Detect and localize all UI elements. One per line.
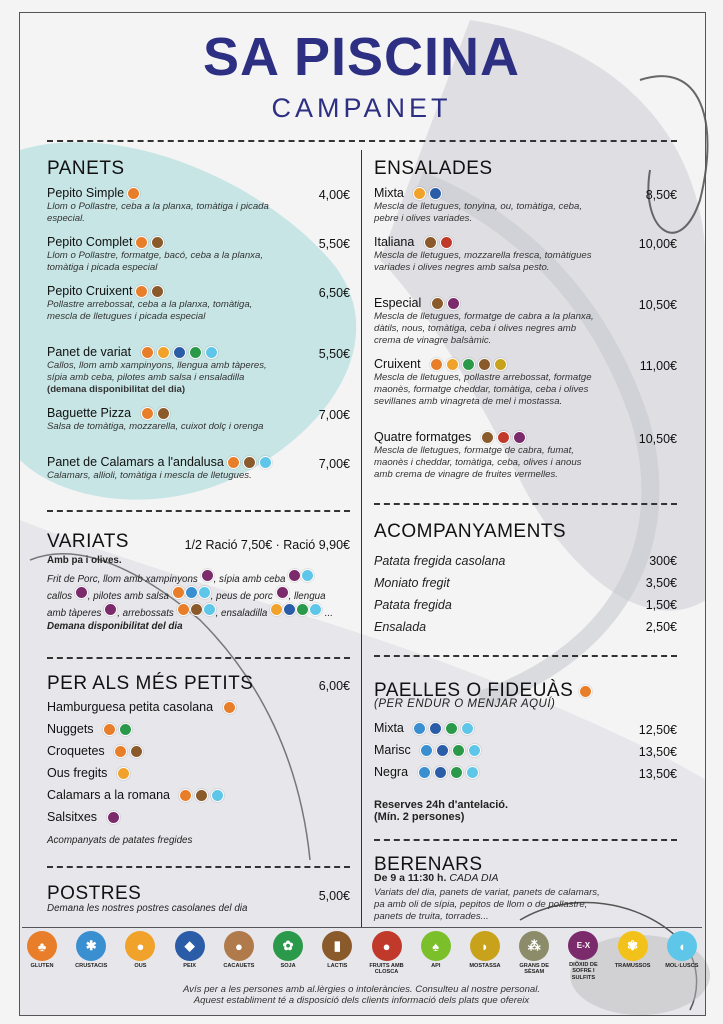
- menu-item: [47, 186, 279, 225]
- side-item-name: Patata fregida: [374, 598, 452, 612]
- menu-item: [374, 721, 474, 735]
- kids-note: Acompanyats de patates fregides: [47, 835, 193, 846]
- menu-item: [47, 788, 224, 802]
- item-name: Nuggets: [47, 722, 94, 736]
- sesame-icon: ⁂: [519, 931, 549, 961]
- fish-icon: [429, 722, 442, 735]
- item-name: Pepito Simple: [47, 186, 125, 200]
- allergen-legend-item: [120, 931, 160, 981]
- divider: [47, 140, 677, 142]
- milk-icon: [243, 456, 256, 469]
- egg-icon: [270, 603, 283, 616]
- mollusc-icon: [211, 789, 224, 802]
- gluten-icon: [430, 358, 443, 371]
- menu-item: [47, 235, 279, 274]
- soy-icon: [452, 744, 465, 757]
- item-price: 7,00€: [318, 408, 350, 422]
- reserves-note: Reserves 24h d'antelació.: [374, 799, 509, 811]
- mollusc-icon: [259, 456, 272, 469]
- allergen-label: GLUTEN: [30, 963, 54, 969]
- gluten-icon: [135, 236, 148, 249]
- mollusc-icon: [309, 603, 322, 616]
- crab-icon: [418, 766, 431, 779]
- item-description: Llom o Pollastre, ceba a la planxa, tomàtiga i picada especial.: [47, 201, 269, 225]
- lupin-icon: ✾: [618, 931, 648, 961]
- divider: [47, 866, 350, 868]
- item-description: Mescla de lletugues, pollastre arrebossat, formatge maonès, formatge cheddar, tomàtiga, ceba i olives sevillanes amb vinagreta de mel i mostassa.: [374, 372, 592, 408]
- sulfite-icon: [288, 569, 301, 582]
- gluten-icon: [223, 701, 236, 714]
- mollusc-icon: [468, 744, 481, 757]
- item-description: Mescla de lletugues, mozzarella fresca, tomàtigues variades i olives negres amb salsa pesto.: [374, 250, 592, 274]
- crab-icon: [185, 586, 198, 599]
- allergen-label: CACAUETS: [223, 963, 255, 969]
- item-name: Negra: [374, 765, 409, 779]
- peanut-icon: ●: [224, 931, 254, 961]
- side-item-price: 3,50€: [645, 576, 677, 590]
- item-price: 13,50€: [638, 745, 677, 759]
- allergen-label: API: [431, 963, 441, 969]
- milk-icon: [424, 236, 437, 249]
- menu-item: [47, 766, 130, 780]
- milk-icon: [481, 431, 494, 444]
- item-name: Hamburguesa petita casolana: [47, 700, 214, 714]
- sulfite-icon: [104, 603, 117, 616]
- allergen-label: TRAMUSSOS: [614, 963, 651, 969]
- item-price: 11,00€: [639, 359, 677, 373]
- gluten-icon: [141, 346, 154, 359]
- item-name: Pepito Cruixent: [47, 284, 133, 298]
- allergen-legend-item: [662, 931, 702, 981]
- item-name: Especial: [374, 296, 422, 310]
- variats-text: , sípia amb ceba: [213, 574, 286, 585]
- milk-icon: [195, 789, 208, 802]
- allergen-label: OUS: [134, 963, 147, 969]
- wheat-icon: ♣: [27, 931, 57, 961]
- variats-text: Frit de Porc, llom amb xampinyons: [47, 574, 198, 585]
- item-name: Mixta: [374, 186, 404, 200]
- item-name: Quatre formatges: [374, 430, 472, 444]
- sulfite-icon: E-X: [568, 931, 598, 960]
- menu-item: [47, 406, 279, 433]
- sulfite-icon: [513, 431, 526, 444]
- nut-icon: ●: [372, 931, 402, 961]
- divider: [374, 655, 677, 657]
- mollusc-icon: [203, 603, 216, 616]
- divider: [374, 503, 677, 505]
- item-name: Salsitxes: [47, 810, 98, 824]
- item-price: 7,00€: [318, 457, 350, 471]
- allergen-legend-item: [170, 931, 210, 981]
- fish-icon: ◆: [175, 931, 205, 961]
- item-price: 5,50€: [318, 237, 350, 251]
- fish-icon: [434, 766, 447, 779]
- column-divider: [361, 150, 362, 928]
- footer-info-notice: Aquest establiment té a disposició dels clients informació dels plats que ofereix: [193, 995, 530, 1006]
- allergen-label: CRUSTACIS: [75, 963, 108, 969]
- menu-item: [374, 765, 479, 779]
- allergen-label: DIÒXID DE SOFRE I SULFITS: [569, 961, 598, 981]
- allergen-legend-item: [367, 931, 407, 981]
- item-price: 13,50€: [638, 767, 677, 781]
- berenars-description: Variats del dia, panets de variat, panets de calamars, pa amb oli de sípia, pepitos de llom o de pollastre, panets de truita, torrades...: [374, 887, 600, 923]
- item-description: Llom o Pollastre, formatge, bacó, ceba a la planxa, tomàtiga i picada especial: [47, 250, 263, 274]
- sulfite-icon: [107, 811, 120, 824]
- variats-note: Demana disponibilitat del dia: [47, 621, 183, 632]
- celery-icon: ♠: [421, 931, 451, 961]
- item-description: Mescla de lletugues, formatge de cabra a la planxa, dàtils, nous, tomàtiga, ceba i olives negres amb crema de vinagre balsàmic.: [374, 311, 594, 347]
- restaurant-title: SA PISCINA: [202, 27, 521, 87]
- fish-icon: [283, 603, 296, 616]
- divider: [47, 510, 350, 512]
- variats-text: callos: [47, 591, 73, 602]
- item-price: 4,00€: [318, 188, 350, 202]
- gluten-icon: [141, 407, 154, 420]
- egg-icon: [157, 346, 170, 359]
- mollusc-icon: ◖: [667, 931, 697, 961]
- soy-icon: [189, 346, 202, 359]
- soy-icon: [296, 603, 309, 616]
- menu-item: [47, 722, 132, 736]
- item-name: Pepito Complet: [47, 235, 133, 249]
- fish-icon: [173, 346, 186, 359]
- item-price: 6,50€: [318, 286, 350, 300]
- variats-prices: 1/2 Ració 7,50€ · Ració 9,90€: [184, 538, 350, 552]
- item-name: Baguette Pizza: [47, 406, 132, 420]
- item-description: Salsa de tomàtiga, mozzarella, cuixot dolç i orenga: [47, 421, 264, 432]
- item-name: Calamars a la romana: [47, 788, 170, 802]
- sulfite-icon: [201, 569, 214, 582]
- menu-item: [374, 357, 596, 409]
- allergen-legend-item: [465, 931, 505, 981]
- variats-text: , pilotes amb salsa: [87, 591, 169, 602]
- nut-icon: [440, 236, 453, 249]
- menu-item: [47, 345, 279, 397]
- section-title-acompanyaments: ACOMPANYAMENTS: [374, 521, 567, 542]
- section-title-postres: POSTRES: [47, 883, 142, 904]
- menu-item: [47, 455, 295, 482]
- nut-icon: [497, 431, 510, 444]
- mollusc-icon: [205, 346, 218, 359]
- item-description: Callos, llom amb xampinyons, llengua amb tàperes, sípia amb ceba, pilotes amb salsa i ensaladilla: [47, 360, 267, 384]
- item-price: 10,50€: [638, 432, 677, 446]
- item-price: 5,50€: [318, 347, 350, 361]
- milk-icon: ▮: [322, 931, 352, 961]
- allergen-label: MOL·LUSCS: [665, 963, 699, 969]
- sulfite-icon: [75, 586, 88, 599]
- footer-allergy-notice: Avís per a les persones amb al.lèrgies o intoleràncies. Consulteu al nostre personal.: [182, 984, 541, 995]
- item-name: Panet de variat: [47, 345, 132, 359]
- allergen-legend-item: [514, 931, 554, 981]
- milk-icon: [130, 745, 143, 758]
- allergen-legend-item: [317, 931, 357, 981]
- milk-icon: [431, 297, 444, 310]
- item-description: Pollastre arrebossat, ceba a la planxa, tomàtiga, mescla de lletugues i picada especial: [47, 299, 253, 323]
- variats-text: , peus de porc: [210, 591, 273, 602]
- egg-icon: [446, 358, 459, 371]
- menu-item: [47, 700, 236, 714]
- item-price: 12,50€: [638, 723, 677, 737]
- item-name: Cruixent: [374, 357, 421, 371]
- paelles-title: PAELLES O FIDEUÀS: [374, 680, 574, 701]
- egg-icon: ●: [125, 931, 155, 961]
- menu-item: [47, 810, 120, 824]
- postres-note: Demana les nostres postres casolanes del dia: [47, 903, 248, 914]
- menu-item: [47, 744, 143, 758]
- side-item-price: 1,50€: [645, 598, 677, 612]
- milk-icon: [151, 236, 164, 249]
- section-title-kids: PER ALS MÉS PETITS: [47, 673, 254, 694]
- side-item-name: Moniato fregit: [374, 576, 450, 590]
- soy-icon: ✿: [273, 931, 303, 961]
- section-title-variats: VARIATS: [47, 531, 129, 552]
- item-price: 8,50€: [645, 188, 677, 202]
- mollusc-icon: [198, 586, 211, 599]
- section-title-panets: PANETS: [47, 158, 125, 179]
- mollusc-icon: [461, 722, 474, 735]
- variats-text: ...: [324, 608, 333, 619]
- reserves-min: (Mín. 2 persones): [374, 811, 465, 823]
- crab-icon: ✱: [76, 931, 106, 961]
- menu-item: [374, 235, 606, 274]
- gluten-icon: [172, 586, 185, 599]
- variats-description: [47, 569, 352, 620]
- section-title-berenars: BERENARS: [374, 854, 483, 875]
- variats-text: amb tàperes: [47, 608, 102, 619]
- menu-item: [47, 284, 279, 323]
- side-item-price: 300€: [649, 554, 677, 568]
- gluten-icon: [179, 789, 192, 802]
- gluten-icon: [103, 723, 116, 736]
- paelles-subtitle: (PER ENDUR O MENJAR AQUÍ): [374, 698, 556, 710]
- gluten-icon: [227, 456, 240, 469]
- variats-text: , ensaladilla: [215, 608, 268, 619]
- allergen-label: SOJA: [280, 963, 296, 969]
- allergen-label: GRANS DE SÈSAM: [519, 963, 549, 976]
- divider: [374, 839, 677, 841]
- side-item-name: Patata fregida casolana: [374, 554, 506, 568]
- gluten-icon: [114, 745, 127, 758]
- menu-item: [374, 430, 596, 482]
- allergen-legend-item: [22, 931, 62, 981]
- item-price: 10,50€: [638, 298, 677, 312]
- berenars-hours-line: [374, 872, 499, 884]
- allergen-label: FRUITS AMB CLOSCA: [369, 963, 404, 976]
- allergen-legend-item: [563, 931, 603, 981]
- crab-icon: [420, 744, 433, 757]
- soy-icon: [119, 723, 132, 736]
- milk-icon: [157, 407, 170, 420]
- item-description: Mescla de lletugues, tonyina, ou, tomàtiga, ceba, pebre i olives variades.: [374, 201, 582, 225]
- berenars-hours-note: CADA DIA: [449, 872, 499, 884]
- soy-icon: [462, 358, 475, 371]
- menu-item: [374, 186, 604, 225]
- egg-icon: [117, 767, 130, 780]
- postres-price: 5,00€: [318, 889, 350, 903]
- allergen-legend-item: [268, 931, 308, 981]
- item-name: Mixta: [374, 721, 404, 735]
- allergen-label: LACTIS: [327, 963, 348, 969]
- allergen-label: MOSTASSA: [469, 963, 501, 969]
- allergen-legend-item: [613, 931, 653, 981]
- item-price: 10,00€: [638, 237, 677, 251]
- allergen-legend-item: [416, 931, 456, 981]
- allergen-legend: [22, 931, 702, 981]
- item-name: Panet de Calamars a l'andalusa: [47, 455, 224, 469]
- allergen-legend-item: [219, 931, 259, 981]
- variats-text: , llengua: [288, 591, 326, 602]
- mollusc-icon: [301, 569, 314, 582]
- section-title-ensalades: ENSALADES: [374, 158, 493, 179]
- menu-item: [374, 743, 481, 757]
- milk-icon: [151, 285, 164, 298]
- gluten-icon: [579, 685, 592, 698]
- fish-icon: [436, 744, 449, 757]
- kids-price: 6,00€: [318, 679, 350, 693]
- mustard-icon: [494, 358, 507, 371]
- milk-icon: [478, 358, 491, 371]
- menu-item: [374, 296, 596, 348]
- soy-icon: [450, 766, 463, 779]
- fish-icon: [429, 187, 442, 200]
- allergen-label: PEIX: [183, 963, 197, 969]
- item-description: Calamars, allioli, tomàtiga i mescla de lletugues.: [47, 470, 252, 481]
- divider: [47, 657, 350, 659]
- item-name: Croquetes: [47, 744, 105, 758]
- soy-icon: [445, 722, 458, 735]
- allergen-legend-item: [71, 931, 111, 981]
- item-name: Ous fregits: [47, 766, 108, 780]
- item-description: Mescla de lletugues, formatge de cabra, fumat, maonès i cheddar, tomàtiga, ceba, olives i anous amb crema de vinagre de fruites vermelles.: [374, 445, 582, 481]
- gluten-icon: [135, 285, 148, 298]
- side-item-name: Ensalada: [374, 620, 427, 634]
- egg-icon: [413, 187, 426, 200]
- side-item-price: 2,50€: [645, 620, 677, 634]
- item-name: Marisc: [374, 743, 411, 757]
- legend-divider: [22, 927, 702, 928]
- gluten-icon: [177, 603, 190, 616]
- sulfite-icon: [276, 586, 289, 599]
- variats-text: , arrebossats: [117, 608, 174, 619]
- variats-subtitle: Amb pa i olives.: [47, 555, 122, 566]
- berenars-hours: De 9 a 11:30 h.: [374, 872, 447, 884]
- restaurant-location: CAMPANET: [271, 93, 452, 123]
- availability-note: (demana disponibilitat del dia): [47, 384, 186, 396]
- milk-icon: [190, 603, 203, 616]
- gluten-icon: [127, 187, 140, 200]
- crab-icon: [413, 722, 426, 735]
- sulfite-icon: [447, 297, 460, 310]
- item-name: Italiana: [374, 235, 415, 249]
- mollusc-icon: [466, 766, 479, 779]
- mustard-icon: ◗: [470, 931, 500, 961]
